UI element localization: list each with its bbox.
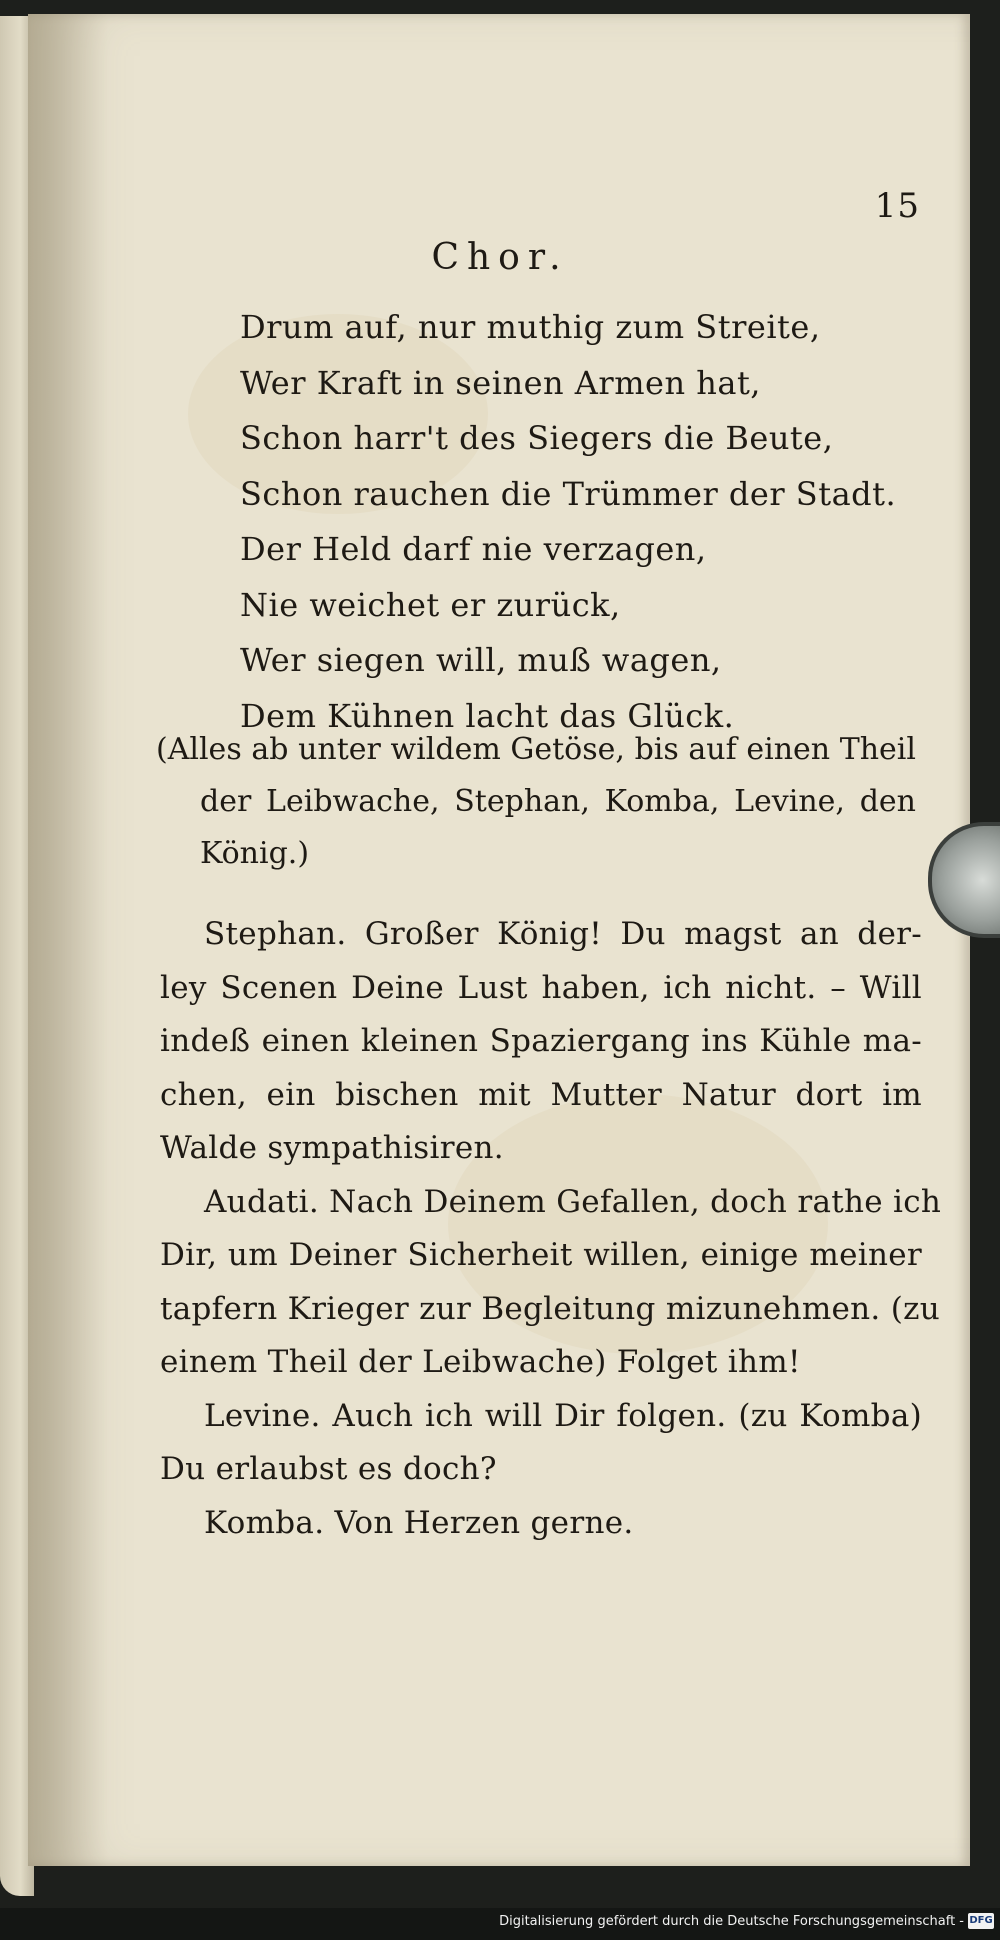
verse-line: Wer Kraft in seinen Armen hat, [240, 363, 761, 402]
verse-line: Drum auf, nur muthig zum Streite, [240, 308, 821, 346]
dialogue-line: Levine. Auch ich will Dir folgen. (zu Komba) [204, 1397, 922, 1434]
verse-block [240, 300, 896, 744]
digitization-credit: Digitalisierung gefördert durch die Deutsche Forschungsgemeinschaft - [499, 1914, 964, 1929]
verse-line: Nie weichet er zurück, [240, 585, 621, 624]
dialogue-line: Walde sympathisiren. [160, 1130, 504, 1166]
dialogue-line: tapfern Krieger zur Begleitung mizunehmen. (zu [160, 1290, 941, 1327]
dialogue-line: ley Scenen Deine Lust haben, ich nicht. – Will [160, 969, 922, 1006]
stage-direction-line: König.) [200, 836, 310, 871]
dialogue-line: Komba. Von Herzen gerne. [204, 1504, 634, 1541]
verse-line: Dem Kühnen lacht das Glück. [240, 696, 735, 735]
dialogue-line: Audati. Nach Deinem Gefallen, doch rathe ich [204, 1183, 942, 1220]
verse-line: Schon rauchen die Trümmer der Stadt. [240, 474, 897, 513]
chorus-heading: Chor. [431, 237, 569, 278]
dialogue-line: Du erlaubst es doch? [160, 1451, 497, 1487]
verse-line: Schon harr't des Siegers die Beute, [240, 419, 834, 457]
dialogue-line: einem Theil der Leibwache) Folget ihm! [160, 1344, 801, 1380]
stage-direction-line: (Alles ab unter wildem Getöse, bis auf einen Theil [156, 732, 916, 767]
stage-direction-line: der Leibwache, Stephan, Komba, Levine, den [200, 784, 916, 819]
dialogue-line: indeß einen kleinen Spaziergang ins Kühle ma- [160, 1023, 922, 1059]
stage-direction [156, 724, 916, 880]
dialogue-line: Dir, um Deiner Sicherheit willen, einige meiner [160, 1237, 922, 1273]
dialogue-line: Stephan. Großer König! Du magst an der- [204, 916, 922, 952]
verse-line: Der Held darf nie verzagen, [240, 530, 707, 568]
page-number: 15 [874, 186, 920, 226]
dfg-logo: DFG [968, 1913, 994, 1929]
dialogue-line: chen, ein bischen mit Mutter Natur dort im [160, 1076, 922, 1113]
dialogue-block [160, 908, 942, 1550]
verse-line: Wer siegen will, muß wagen, [240, 641, 722, 679]
